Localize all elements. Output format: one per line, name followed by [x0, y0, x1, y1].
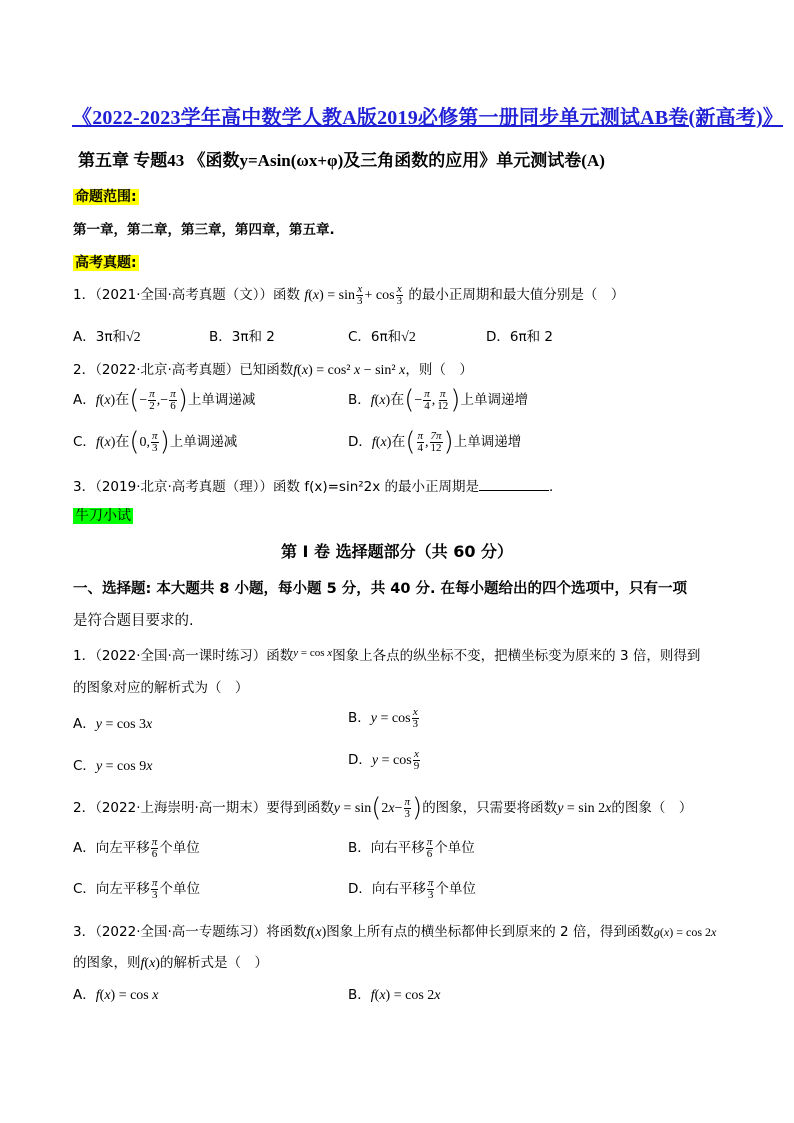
q3-option-b: B．f(x) = cos 2x	[348, 987, 441, 1003]
part1-intro-line2: 是符合题目要求的.	[73, 613, 194, 629]
q2-stem-a: 2．（2022·上海崇明·高一期末）要得到函数	[73, 800, 334, 816]
gaokao-q3-end: ．	[549, 479, 563, 495]
part1-intro-line1: 一、选择题: 本大题共 8 小题，每小题 5 分，共 40 分. 在每小题给出的四个选项中，只有一项	[73, 581, 688, 597]
q1-stem-a: 1．（2022·全国·高一课时练习）函数	[73, 648, 294, 664]
gaokao-q1-option-b: B．3π和 2	[209, 329, 275, 345]
scope-label: 命题范围:	[75, 189, 137, 205]
q2-option-a: A．向左平移 $\frac{\pi}{6}$ 个单位	[73, 835, 200, 860]
q3-option-a: A．f(x) = cos x	[73, 987, 159, 1003]
q2-option-c-text: C．向左平移	[73, 881, 150, 897]
gaokao-label-wrap	[73, 252, 139, 272]
q2-option-a-text: A．向左平移	[73, 840, 150, 856]
q2-option-b-unit: 个单位	[434, 840, 475, 856]
q1-option-c: C．y = cos 9x	[73, 758, 153, 774]
gaokao-label: 高考真题:	[75, 255, 137, 271]
q2-stem-c: 的图象（ ）	[611, 800, 693, 816]
scope-text: 第一章，第二章，第三章，第四章，第五章.	[73, 222, 335, 238]
gaokao-q2-stem: 2．（2022·北京·高考真题）已知函数f(x) = cos² x − sin² x，则（ ）	[73, 362, 473, 378]
gaokao-q1-option-c: C．6π和√2	[348, 329, 416, 345]
q2-option-d: D．向右平移 $\frac{\pi}{3}$ 个单位	[348, 876, 476, 901]
q3-stem-line2: 的图象，则f(x)的解析式是（ ）	[73, 955, 268, 971]
q1-stem-b: 图象上各点的纵坐标不变，把横坐标变为原来的 3 倍，则得到	[332, 648, 701, 664]
gaokao-q2-option-a: A．f(x)在(− $\frac{\pi}{2}$ ,− $\frac{\pi}{6}$ )上单调递减	[73, 385, 256, 415]
part1-title: 第 I 卷 选择题部分（共 60 分）	[280, 542, 514, 561]
scope-label-wrap	[73, 186, 139, 206]
q3-stem-d: 的解析式是（ ）	[159, 955, 268, 971]
q1-option-d: D．y = cos $\frac{x}{9}$	[348, 747, 420, 772]
gaokao-q2-option-d: D．f(x)在( $\frac{\pi}{4}$ , $\frac{7\pi}{12}$ )上单调递增	[348, 427, 522, 457]
q2-option-c-unit: 个单位	[159, 881, 200, 897]
gaokao-q2-stem-a: 2．（2022·北京·高考真题）已知函数	[73, 362, 294, 378]
answer-blank[interactable]	[479, 478, 549, 491]
chapter-subtitle: 第五章 专题43 《函数y=Asin(ωx+φ)及三角函数的应用》单元测试卷(A)	[78, 151, 605, 170]
gaokao-q2-option-a-tail: 上单调递减	[187, 392, 256, 408]
q2-option-d-unit: 个单位	[435, 881, 476, 897]
gaokao-q3	[73, 475, 563, 495]
q3-stem-a: 3．（2022·全国·高一专题练习）将函数	[73, 924, 307, 940]
q2-option-a-unit: 个单位	[159, 840, 200, 856]
q3-stem-b: 图象上所有点的横坐标都伸长到原来的 2 倍，得到函数	[326, 924, 654, 940]
gaokao-q1-option-a: A．3π和√2	[73, 329, 141, 345]
gaokao-q1-option-d: D．6π和 2	[486, 329, 553, 345]
practice-label: 牛刀小试	[75, 508, 131, 524]
q2-option-d-text: D．向右平移	[348, 881, 426, 897]
gaokao-q3-stem: 3．（2019·北京·高考真题（理））函数 f(x)=sin²2x 的最小正周期是	[73, 479, 480, 495]
q1-option-a: A．y = cos 3x	[73, 716, 153, 732]
gaokao-q2-stem-b: ，则（ ）	[405, 362, 473, 378]
series-title[interactable]: 《2022-2023学年高中数学人教A版2019必修第一册同步单元测试AB卷(新高考)》	[72, 107, 784, 129]
gaokao-q1-option-c-text: C．6π和	[348, 329, 402, 345]
q2-option-b-text: B．向右平移	[348, 840, 425, 856]
q3-stem-c: 的图象，则	[73, 955, 141, 971]
gaokao-q1-stem-b: 的最小正周期和最大值分别是（ ）	[408, 287, 625, 303]
q1-stem-line1: 1．（2022·全国·高一课时练习）函数$^y$ $^{= cos}$ $^x$图象上各点的纵坐标不变，把横坐标变为原来的 3 倍，则得到	[73, 647, 701, 664]
q3-stem-line1: 3．（2022·全国·高一专题练习）将函数f(x)图象上所有点的横坐标都伸长到原来的 2 倍，得到函数g(x) = cos 2x	[73, 924, 717, 940]
q2-stem: 2．（2022·上海崇明·高一期末）要得到函数y = sin(2x− $\frac{\pi}{3}$ )的图象，只需要将函数y = sin 2x的图象（ ）	[73, 793, 693, 823]
gaokao-q1-stem-a: 1．（2021·全国·高考真题（文））函数	[73, 287, 301, 303]
gaokao-q1-option-a-text: A．3π和	[73, 329, 126, 345]
gaokao-q2-option-c: C．f(x)在(0, $\frac{\pi}{3}$ )上单调递减	[73, 427, 238, 457]
gaokao-q1-formula: f	[304, 288, 309, 303]
gaokao-q1-stem: 1．（2021·全国·高考真题（文））函数 f(x) = sin $\frac{x}{3}$ + cos $\frac{x}{3}$ 的最小正周期和最大值分别是（ ）	[73, 282, 625, 307]
gaokao-q2-option-b: B．f(x)在(− $\frac{\pi}{4}$ , $\frac{\pi}{12}$ )上单调递增	[348, 385, 528, 415]
q1-option-b: B．y = cos $\frac{x}{3}$	[348, 705, 419, 730]
q2-option-b: B．向右平移 $\frac{\pi}{6}$ 个单位	[348, 835, 475, 860]
gaokao-q2-option-c-tail: 上单调递减	[169, 434, 238, 450]
q1-stem-line2: 的图象对应的解析式为（ ）	[73, 680, 249, 696]
q2-option-c: C．向左平移 $\frac{\pi}{3}$ 个单位	[73, 876, 200, 901]
gaokao-q2-option-d-tail: 上单调递增	[453, 434, 522, 450]
gaokao-q2-option-b-tail: 上单调递增	[460, 392, 528, 408]
q2-stem-b: 的图象，只需要将函数	[422, 800, 558, 816]
practice-label-wrap	[73, 505, 133, 525]
